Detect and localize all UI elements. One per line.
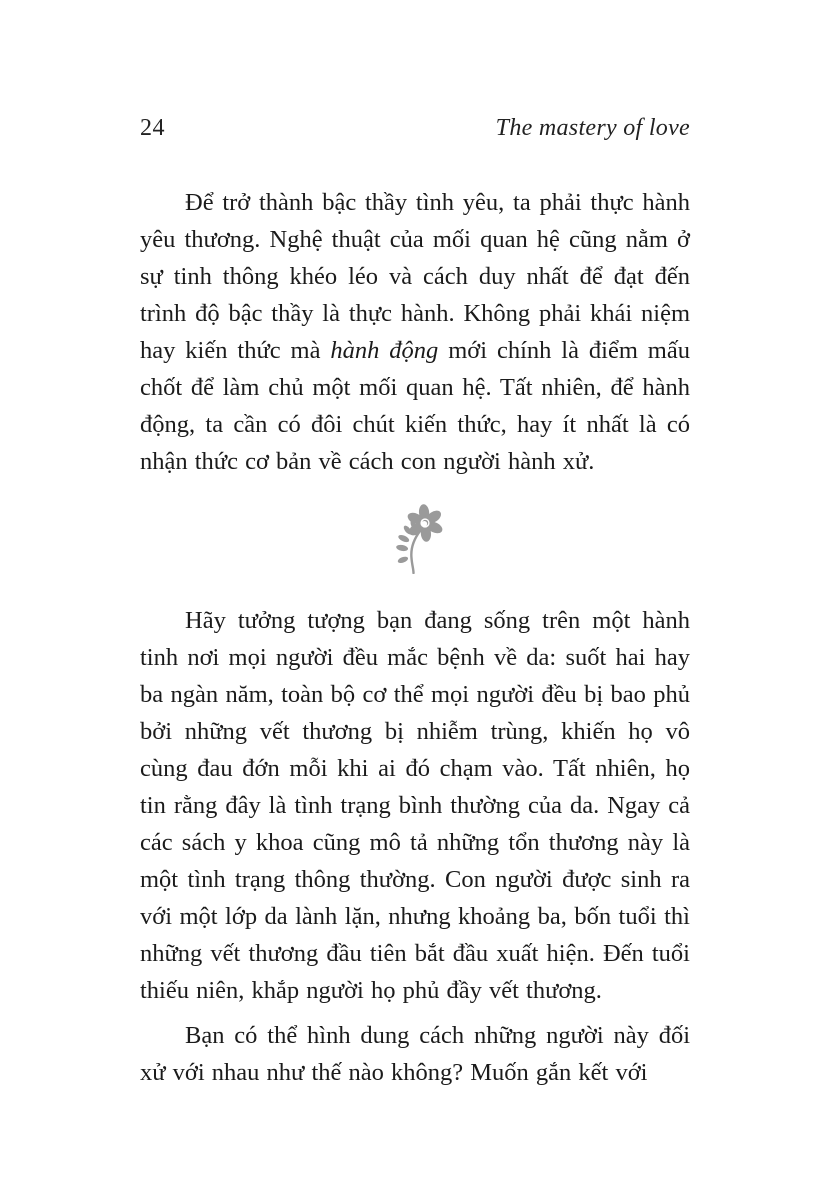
flower-ornament-icon — [384, 504, 446, 574]
paragraph-1-italic-phrase: hành động — [330, 337, 439, 364]
paragraph-1-part-1: Để trở thành bậc thầy tình yêu, ta phải thực hành yêu thương. Nghệ thuật của mối quan hệ cũng nằm ở sự tinh thông khéo léo và cách duy nhất để đạt đến trình độ bậc thầy là thực hành. Không phải khái niệm hay kiến thức mà — [140, 189, 690, 364]
page-number: 24 — [140, 115, 165, 141]
paragraph-2: Hãy tưởng tượng bạn đang sống trên một hành tinh nơi mọi người đều mắc bệnh về da: suốt hai hay ba ngàn năm, toàn bộ cơ thể mọi người đều bị bao phủ bởi những vết thương bị nhiễm trùng, khiến họ vô cùng đau đớn mỗi khi ai đó chạm vào. Tất nhiên, họ tin rằng đây là tình trạng bình thường của da. Ngay cả các sách y khoa cũng mô tả những tổn thương này là một tình trạng thông thường. Con người được sinh ra với một lớp da lành lặn, nhưng khoảng ba, bốn tuổi thì những vết thương đầu tiên bắt đầu xuất hiện. Đến tuổi thiếu niên, khắp người họ phủ đầy vết thương. — [140, 607, 690, 1004]
page-body — [140, 184, 690, 1091]
paragraph-1 — [140, 184, 690, 480]
section-break-ornament — [140, 504, 690, 574]
running-head — [140, 115, 690, 142]
paragraph-3: Bạn có thể hình dung cách những người này đối xử với nhau như thế nào không? Muốn gắn kết với — [140, 1022, 690, 1086]
running-title: The mastery of love — [495, 115, 690, 141]
paragraph-1-part-2: mới chính là điểm mấu chốt để làm chủ một mối quan hệ. Tất nhiên, để hành động, ta cần có đôi chút kiến thức, hay ít nhất là có nhận thức cơ bản về cách con người hành xử. — [140, 337, 690, 475]
